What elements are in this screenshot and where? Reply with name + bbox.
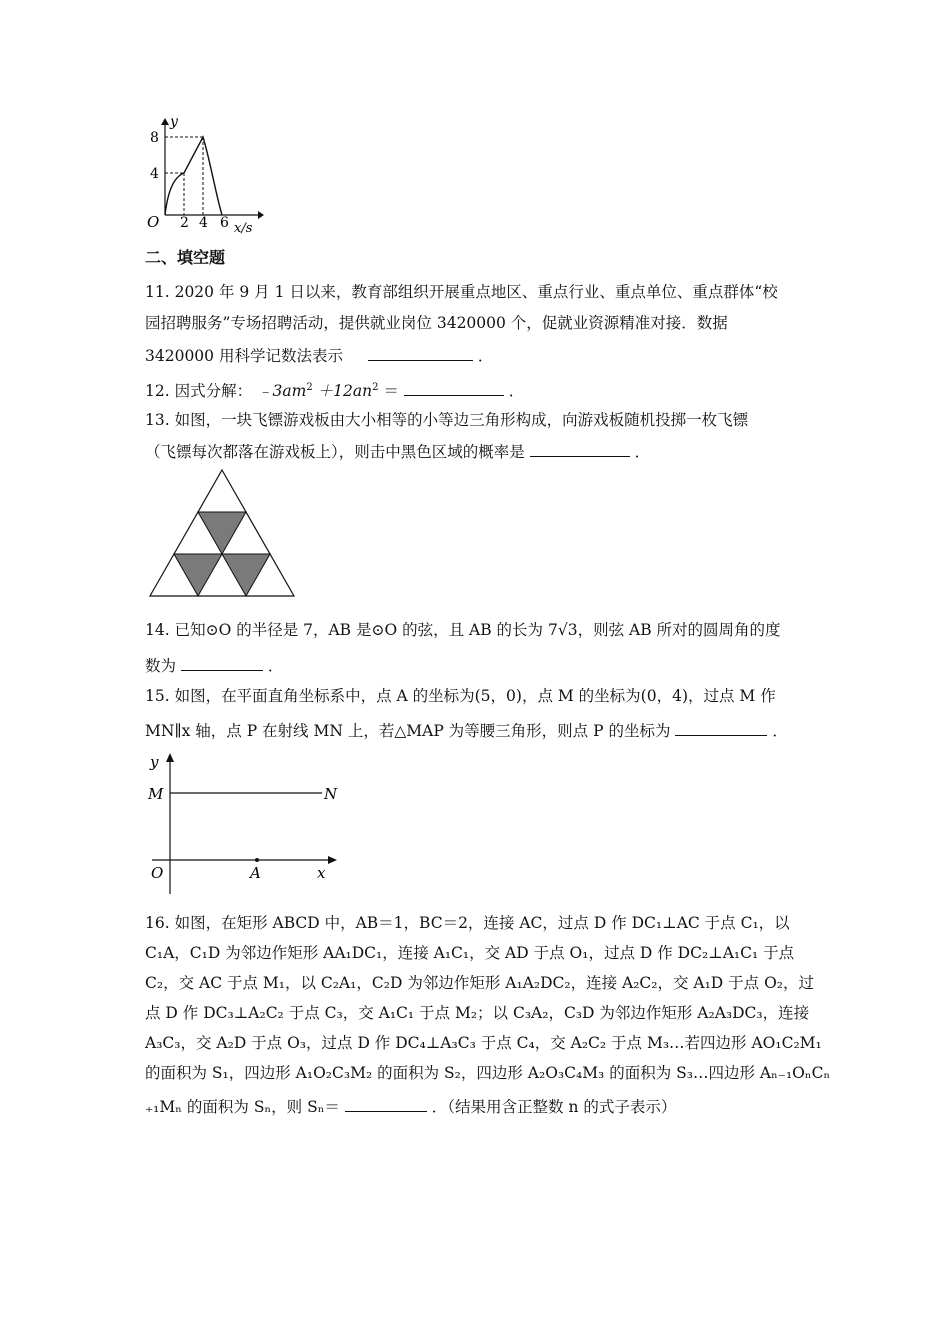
q15-answer-blank[interactable]	[675, 719, 767, 736]
q14-line2	[145, 654, 283, 676]
q12-equals: ＝	[383, 382, 399, 401]
graph-tick-x2: 2	[180, 215, 189, 231]
q14-answer-blank[interactable]	[181, 654, 263, 671]
q16-line5: A₃C₃，交 A₂D 于点 O₃，过点 D 作 DC₄⊥A₃C₃ 于点 C₄，交 A₂C₂ 于点 M₃…若四边形 AO₁C₂M₁	[145, 1034, 822, 1052]
q15-line2-text: MN∥x 轴，点 P 在射线 MN 上，若△MAP 为等腰三角形，则点 P 的坐标为	[145, 722, 671, 740]
q16-line6: 的面积为 S₁，四边形 A₁O₂C₃M₂ 的面积为 S₂，四边形 A₂O₃C₄M₃ 的面积为 S₃…四边形 Aₙ₋₁OₙCₙ	[145, 1064, 831, 1082]
q12-term-a: ﹣3am	[257, 382, 307, 401]
q13-end: ．	[634, 443, 651, 461]
coord-n-label: N	[324, 785, 338, 803]
q14-end: ．	[267, 657, 284, 675]
q11-line2: 园招聘服务”专场招聘活动，提供就业岗位 3420000 个，促就业资源精准对接．数据	[145, 314, 728, 332]
coordinate-figure	[142, 750, 352, 898]
graph-origin-label: O	[147, 213, 160, 231]
q12-exp-a: 2	[306, 382, 313, 393]
q15-line1: 15. 如图，在平面直角坐标系中，点 A 的坐标为(5，0)，点 M 的坐标为(0，4)，过点 M 作	[145, 687, 776, 705]
graph-y-label: y	[170, 115, 178, 130]
graph-x-label: x/s	[234, 221, 253, 235]
q12-line	[145, 378, 524, 401]
q12-end: ．	[508, 382, 525, 401]
section-heading: 二、填空题	[145, 248, 226, 267]
distance-time-graph	[140, 115, 265, 235]
q11-end: ．	[477, 347, 494, 365]
q12-term-b: ＋12an	[317, 382, 373, 401]
shaded-triangle-top	[198, 512, 246, 554]
shaded-triangle-left	[174, 554, 222, 596]
coord-a-label: A	[250, 864, 261, 882]
q15-line2	[145, 719, 788, 741]
q16-line2: C₁A，C₁D 为邻边作矩形 AA₁DC₁，连接 A₁C₁，交 AD 于点 O₁，过点 D 作 DC₂⊥A₁C₁ 于点	[145, 944, 795, 962]
q11-line1: 11. 2020 年 9 月 1 日以来，教育部组织开展重点地区、重点行业、重点单位、重点群体“校	[145, 283, 778, 301]
q16-line7-b: ．（结果用含正整数 n 的式子表示）	[431, 1098, 677, 1116]
q15-end: ．	[772, 722, 788, 740]
graph-tick-x4: 4	[199, 215, 208, 231]
q11-line3	[145, 344, 493, 366]
q14-line2-text: 数为	[145, 657, 177, 675]
q16-line7	[145, 1095, 676, 1117]
q13-line2-text: （飞镖每次都落在游戏板上），则击中黑色区域的概率是	[145, 443, 525, 461]
q16-line7-a: ₊₁Mₙ 的面积为 Sₙ，则 Sₙ＝	[145, 1098, 340, 1116]
q14-line1: 14. 已知⊙O 的半径是 7，AB 是⊙O 的弦，且 AB 的长为 7√3，则弦 AB 所对的圆周角的度	[145, 621, 781, 639]
graph-tick-x6: 6	[220, 215, 229, 231]
coord-o-label: O	[151, 864, 164, 882]
q13-line2	[145, 440, 650, 462]
triangle-dartboard-figure	[146, 468, 298, 600]
q16-line4: 点 D 作 DC₃⊥A₂C₂ 于点 C₃，交 A₁C₁ 于点 M₂；以 C₃A₂，C₃D 为邻边作矩形 A₂A₃DC₃，连接	[145, 1004, 810, 1022]
graph-tick-4: 4	[150, 166, 159, 182]
q12-exp-b: 2	[372, 382, 379, 393]
coord-x-label: x	[317, 864, 326, 882]
q12-answer-blank[interactable]	[404, 379, 504, 396]
coord-y-label: y	[150, 753, 159, 771]
q12-prefix: 12. 因式分解：	[145, 382, 253, 401]
coord-m-label: M	[148, 785, 164, 803]
q16-answer-blank[interactable]	[345, 1095, 427, 1112]
q11-answer-blank[interactable]	[368, 344, 473, 361]
q13-line1: 13. 如图，一块飞镖游戏板由大小相等的小等边三角形构成，向游戏板随机投掷一枚飞镖	[145, 411, 749, 429]
q11-line3-text: 3420000 用科学记数法表示	[145, 347, 343, 365]
q13-answer-blank[interactable]	[530, 440, 630, 457]
graph-tick-8: 8	[150, 130, 159, 146]
shaded-triangle-right	[222, 554, 270, 596]
point-a	[255, 858, 259, 862]
q16-line3: C₂，交 AC 于点 M₁，以 C₂A₁，C₂D 为邻边作矩形 A₁A₂DC₂，连接 A₂C₂，交 A₁D 于点 O₂，过	[145, 974, 815, 992]
q16-line1: 16. 如图，在矩形 ABCD 中，AB＝1，BC＝2，连接 AC，过点 D 作 DC₁⊥AC 于点 C₁，以	[145, 914, 790, 932]
